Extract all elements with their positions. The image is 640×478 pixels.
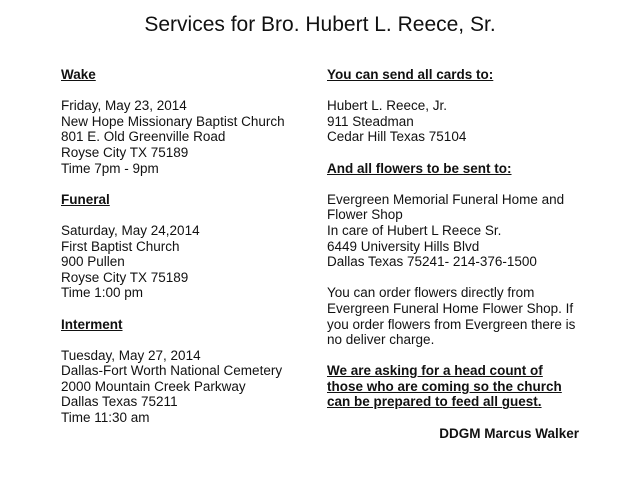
interment-section [61,317,311,426]
order-note-line: Evergreen Funeral Home Flower Shop. If [327,300,574,316]
flowers-business-line2: Flower Shop [327,207,403,223]
flowers-care-of: In care of Hubert L Reece Sr. [327,222,502,238]
funeral-time: Time 1:00 pm [61,285,144,301]
headcount-line: We are asking for a head count of [327,363,543,379]
cards-recipient: Hubert L. Reece, Jr. [327,98,448,114]
order-note [327,285,597,347]
funeral-date: Saturday, May 24,2014 [61,222,200,238]
left-column [61,67,311,426]
wake-section [61,67,311,176]
wake-venue: New Hope Missionary Baptist Church [61,113,285,129]
cards-section [327,67,597,145]
right-column [327,67,597,441]
interment-street: 2000 Mountain Creek Parkway [61,378,246,394]
interment-date: Tuesday, May 27, 2014 [61,347,201,363]
headcount-line: those who are coming so the church [327,378,562,394]
interment-venue: Dallas-Fort Worth National Cemetery [61,363,283,379]
funeral-venue: First Baptist Church [61,238,180,254]
order-note-line: You can order flowers directly from [327,285,535,301]
wake-time: Time 7pm - 9pm [61,160,159,176]
funeral-city: Royse City TX 75189 [61,269,189,285]
wake-date: Friday, May 23, 2014 [61,98,187,114]
flowers-section [327,161,597,270]
funeral-street: 900 Pullen [61,254,125,270]
page-title: Services for Bro. Hubert L. Reece, Sr. [144,13,496,36]
interment-time: Time 11:30 am [61,410,150,426]
cards-street: 911 Steadman [327,113,414,129]
interment-city: Dallas Texas 75211 [61,394,178,410]
wake-street: 801 E. Old Greenville Road [61,129,226,145]
order-note-line: you order flowers from Evergreen there is [327,316,576,332]
wake-city: Royse City TX 75189 [61,144,189,160]
cards-heading: You can send all cards to: [327,67,494,82]
order-note-line: no deliver charge. [327,332,435,348]
signature: DDGM Marcus Walker [439,425,579,441]
funeral-heading: Funeral [61,191,110,207]
flowers-business-line1: Evergreen Memorial Funeral Home and [327,191,565,207]
cards-city: Cedar Hill Texas 75104 [327,129,467,145]
flowers-street: 6449 University Hills Blvd [327,238,480,254]
headcount-line: can be prepared to feed all guest. [327,394,542,410]
funeral-section [61,192,311,301]
wake-heading: Wake [61,67,96,82]
flowers-heading: And all flowers to be sent to: [327,160,512,176]
headcount-note [327,363,597,410]
flowers-city-phone: Dallas Texas 75241- 214-376-1500 [327,254,537,270]
interment-heading: Interment [61,316,123,332]
